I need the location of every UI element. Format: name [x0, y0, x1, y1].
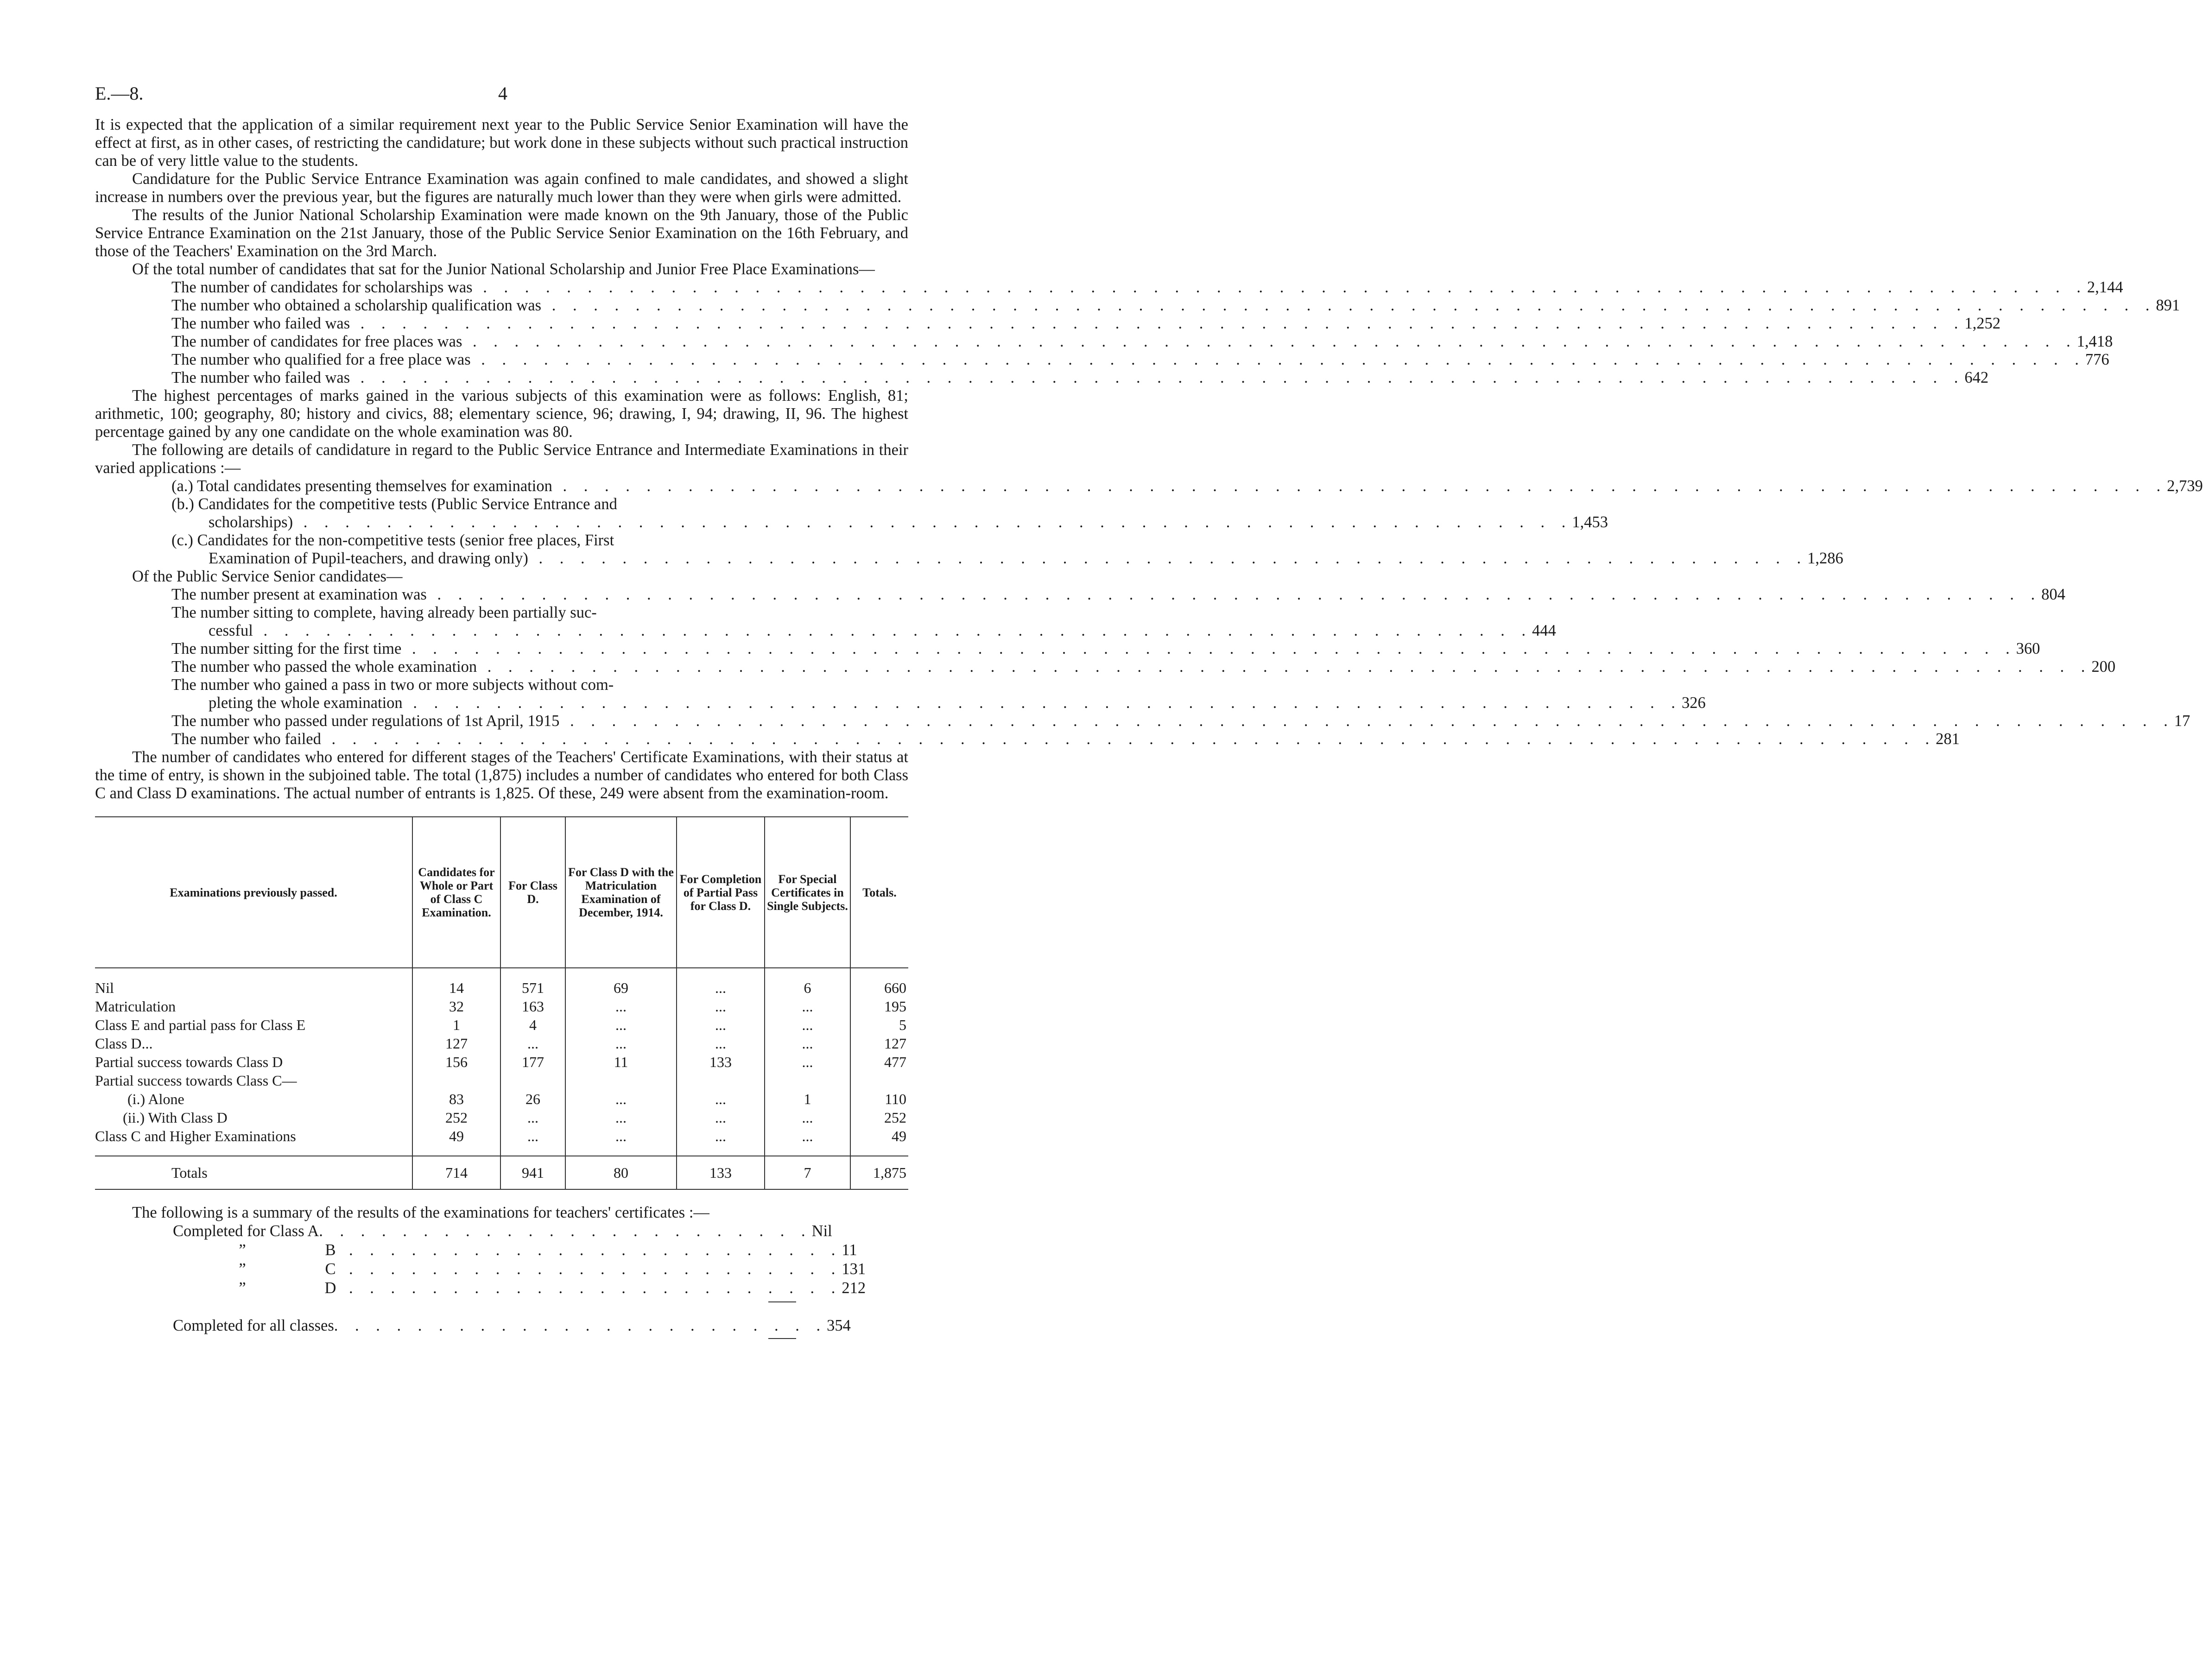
column-header: For Completion of Partial Pass for Class D.	[677, 817, 765, 968]
paragraph-7: Of the Public Service Senior candidates—	[132, 568, 403, 585]
stat-row: The number sitting to complete, having already been partially suc- cessful . . . 444	[171, 604, 829, 640]
stat-row: The number who failed . . . 281	[171, 730, 829, 748]
paragraph-3: The results of the Junior National Scholarship Examination were made known on the 9th January, those of the Public Service Entrance Examination on the 21st January, those of the Public Service Senior Examination on the 16th February, and those of the Teachers' Examination on the 3rd March.	[95, 206, 908, 260]
paragraph-6: The following are details of candidature in regard to the Public Service Entrance and Intermediate Examinations in their varied applications :—	[95, 441, 908, 477]
column-header: Candidates for Whole or Part of Class C Examination.	[412, 817, 500, 968]
table-row: (i.) Alone 83 26 ... ... 1 110	[95, 1090, 908, 1108]
document-page	[95, 79, 2203, 1339]
paragraph-9: The following is a summary of the results of the examinations for teachers' certificates :—	[132, 1204, 709, 1221]
stat-row: The number who gained a pass in two or more subjects without com- pleting the whole examination . . . 326	[171, 676, 829, 712]
stat-row: The number who obtained a scholarship qualification was . . . 891	[171, 297, 829, 315]
stat-row: (c.) Candidates for the non-competitive tests (senior free places, First Examination of Pupil-teachers, and drawing only) . . . 1,286	[171, 531, 829, 568]
summary-row: ” C . . . . . . . . . . . . . . . . . . . . . . . . 131	[239, 1260, 866, 1278]
scholarship-stats	[171, 278, 2180, 387]
column-header: Examinations previously passed.	[170, 885, 337, 899]
stat-row: The number of candidates for scholarships was . . . 2,144	[171, 278, 829, 297]
column-header: For Class D.	[500, 817, 565, 968]
paragraph-8: The number of candidates who entered for different stages of the Teachers' Certificate Examinations, with their status at the time of entry, is shown in the subjoined table. The total (1,875) includes a number of candidates who entered for both Class C and Class D examinations. The actual number of entrants is 1,825. Of these, 249 were absent from the examination-room.	[95, 748, 908, 802]
stat-row: The number sitting for the first time . . . 360	[171, 640, 829, 658]
table-row: Class D... 127 ... ... ... ... 127	[95, 1034, 908, 1053]
senior-stats	[171, 586, 2190, 748]
table-header-row	[95, 817, 908, 968]
paragraph-4: Of the total number of candidates that sat for the Junior National Scholarship and Junior Free Place Examinations—	[132, 260, 875, 278]
teachers-exam-table	[95, 816, 908, 1190]
table-totals-row: Totals 714 941 80 133 7 1,875	[95, 1156, 908, 1189]
column-header: For Class D with the Matriculation Examination of December, 1914.	[565, 817, 677, 968]
table-row: Class E and partial pass for Class E 1 4 ... ... ... 5	[95, 1016, 908, 1034]
table-row: Partial success towards Class C—	[95, 1071, 908, 1090]
stat-row: The number who failed was . . . 642	[171, 369, 829, 387]
stat-row: The number who qualified for a free place was . . . 776	[171, 351, 829, 369]
page-header	[95, 79, 908, 116]
column-header: For Special Certificates in Single Subjects.	[765, 817, 850, 968]
summary-row: Completed for Class A . . . . . . . . . . . . . . . . . . . . . . . . Nil	[173, 1222, 832, 1240]
summary-total-row: Completed for all classes . . . . . . . . . . . . . . . . . . . . . . . . 354	[173, 1317, 851, 1334]
column-header: Totals.	[850, 817, 908, 968]
table-row: Nil 14 571 69 ... 6 660	[95, 979, 908, 997]
total-rule	[768, 1338, 796, 1339]
paragraph-2: Candidature for the Public Service Entrance Examination was again confined to male candidates, and showed a slight increase in numbers over the previous year, but the figures are naturally much lower than they were when girls were admitted.	[95, 170, 908, 206]
page-number: 4	[498, 83, 507, 104]
stat-row: (b.) Candidates for the competitive tests (Public Service Entrance and scholarships) . . . 1,453	[171, 495, 829, 531]
paragraph-5: The highest percentages of marks gained in the various subjects of this examination were as follows: English, 81; arithmetic, 100; geography, 80; history and civics, 88; elementary science, 96; drawing, I, 94; drawing, II, 96. The highest percentage gained by any one candidate on the whole examination was 80.	[95, 387, 908, 441]
entrance-stats	[171, 477, 2203, 568]
stat-row: The number who passed the whole examination . . . 200	[171, 658, 829, 676]
stat-row: The number who failed was . . . 1,252	[171, 315, 829, 333]
summary-row: ” D . . . . . . . . . . . . . . . . . . . . . . . . 212	[239, 1279, 866, 1297]
stat-row: The number present at examination was . . . 804	[171, 586, 829, 604]
table-row: Class C and Higher Examinations 49 ... ... ... ... 49	[95, 1127, 908, 1145]
paragraph-1: It is expected that the application of a similar requirement next year to the Public Service Senior Examination will have the effect at first, as in other cases, of restricting the candidature; but work done in these subjects without such practical instruction can be of very little value to the students.	[95, 116, 908, 170]
stat-row: The number who passed under regulations of 1st April, 1915 . . . 17	[171, 712, 829, 730]
sum-rule	[768, 1301, 796, 1302]
report-reference: E.—8.	[95, 83, 144, 104]
stat-row: (a.) Total candidates presenting themselves for examination . . . 2,739	[171, 477, 829, 495]
table-row: Partial success towards Class D 156 177 11 133 ... 477	[95, 1053, 908, 1071]
certificate-summary	[95, 1204, 908, 1339]
table-row: Matriculation 32 163 ... ... ... 195	[95, 997, 908, 1016]
table-row: (ii.) With Class D 252 ... ... ... ... 252	[95, 1108, 908, 1127]
summary-row: ” B . . . . . . . . . . . . . . . . . . . . . . . . 11	[239, 1241, 857, 1259]
stat-row: The number of candidates for free places was . . . 1,418	[171, 333, 829, 351]
